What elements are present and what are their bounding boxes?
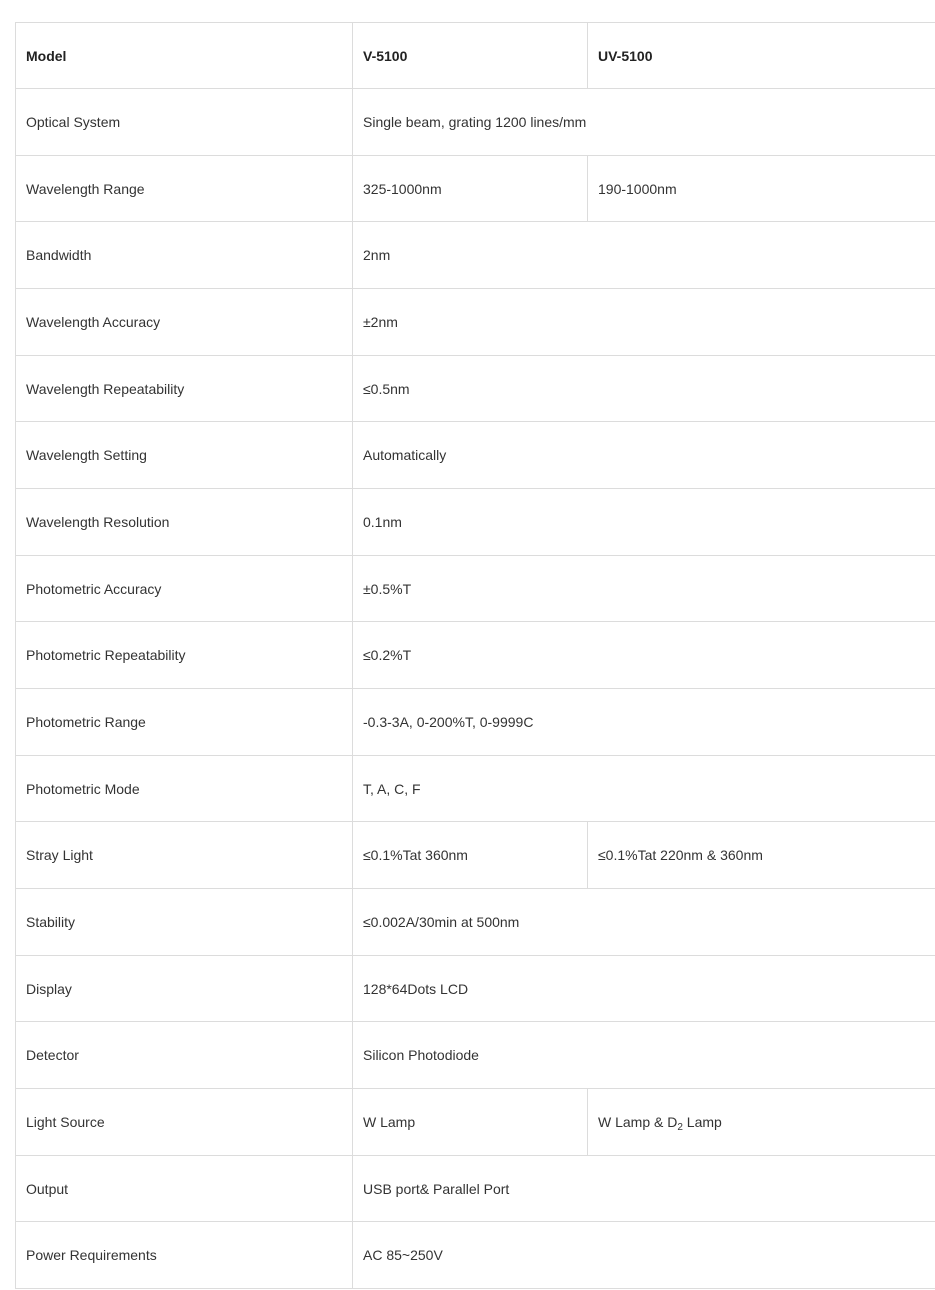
spec-table bbox=[15, 22, 935, 1289]
row-label: Wavelength Repeatability bbox=[16, 356, 353, 422]
row-label: Wavelength Range bbox=[16, 156, 353, 222]
row-label: Light Source bbox=[16, 1089, 353, 1156]
row-value-v5100: ≤0.1%Tat 360nm bbox=[353, 822, 588, 889]
table-row bbox=[16, 89, 935, 156]
table-row bbox=[16, 689, 935, 756]
row-value: 0.1nm bbox=[353, 489, 935, 556]
row-label: Display bbox=[16, 956, 353, 1022]
table-row bbox=[16, 422, 935, 489]
row-label: Wavelength Resolution bbox=[16, 489, 353, 556]
header-model-uv5100: UV-5100 bbox=[588, 23, 935, 89]
row-label: Output bbox=[16, 1156, 353, 1222]
row-value: 2nm bbox=[353, 222, 935, 289]
row-value: Silicon Photodiode bbox=[353, 1022, 935, 1089]
row-label: Photometric Accuracy bbox=[16, 556, 353, 622]
table-row bbox=[16, 356, 935, 422]
table-row bbox=[16, 956, 935, 1022]
row-value: AC 85~250V bbox=[353, 1222, 935, 1289]
row-label: Stray Light bbox=[16, 822, 353, 889]
row-value: ≤0.002A/30min at 500nm bbox=[353, 889, 935, 956]
table-row bbox=[16, 1022, 935, 1089]
table-row bbox=[16, 489, 935, 556]
row-label: Optical System bbox=[16, 89, 353, 156]
row-value: Single beam, grating 1200 lines/mm bbox=[353, 89, 935, 156]
light-source-suffix: Lamp bbox=[682, 1114, 722, 1130]
row-value-uv5100: 190-1000nm bbox=[588, 156, 935, 222]
table-row bbox=[16, 889, 935, 956]
table-row bbox=[16, 1222, 935, 1289]
row-value-uv5100: ≤0.1%Tat 220nm & 360nm bbox=[588, 822, 935, 889]
row-label: Photometric Range bbox=[16, 689, 353, 756]
row-value-v5100: 325-1000nm bbox=[353, 156, 588, 222]
header-model-label: Model bbox=[16, 23, 353, 89]
row-label: Photometric Repeatability bbox=[16, 622, 353, 689]
row-label: Power Requirements bbox=[16, 1222, 353, 1289]
row-value: ±2nm bbox=[353, 289, 935, 356]
row-label: Wavelength Accuracy bbox=[16, 289, 353, 356]
row-value: USB port& Parallel Port bbox=[353, 1156, 935, 1222]
row-value: ≤0.5nm bbox=[353, 356, 935, 422]
row-value-v5100: W Lamp bbox=[353, 1089, 588, 1156]
row-value: 128*64Dots LCD bbox=[353, 956, 935, 1022]
row-value-uv5100 bbox=[588, 1089, 935, 1156]
row-value: ±0.5%T bbox=[353, 556, 935, 622]
row-label: Bandwidth bbox=[16, 222, 353, 289]
row-label: Wavelength Setting bbox=[16, 422, 353, 489]
table-row bbox=[16, 1156, 935, 1222]
table-row bbox=[16, 622, 935, 689]
subscript-two: 2 bbox=[677, 1122, 683, 1133]
table-row bbox=[16, 156, 935, 222]
table-row bbox=[16, 222, 935, 289]
header-model-v5100: V-5100 bbox=[353, 23, 588, 89]
table-header-row bbox=[16, 23, 935, 89]
row-value: -0.3-3A, 0-200%T, 0-9999C bbox=[353, 689, 935, 756]
row-value: Automatically bbox=[353, 422, 935, 489]
table-row bbox=[16, 289, 935, 356]
row-label: Stability bbox=[16, 889, 353, 956]
row-label: Detector bbox=[16, 1022, 353, 1089]
row-value: ≤0.2%T bbox=[353, 622, 935, 689]
light-source-prefix: W Lamp & D bbox=[598, 1114, 678, 1130]
table-row bbox=[16, 756, 935, 822]
row-value: T, A, C, F bbox=[353, 756, 935, 822]
table-row bbox=[16, 822, 935, 889]
table-row bbox=[16, 1089, 935, 1156]
row-label: Photometric Mode bbox=[16, 756, 353, 822]
table-row bbox=[16, 556, 935, 622]
